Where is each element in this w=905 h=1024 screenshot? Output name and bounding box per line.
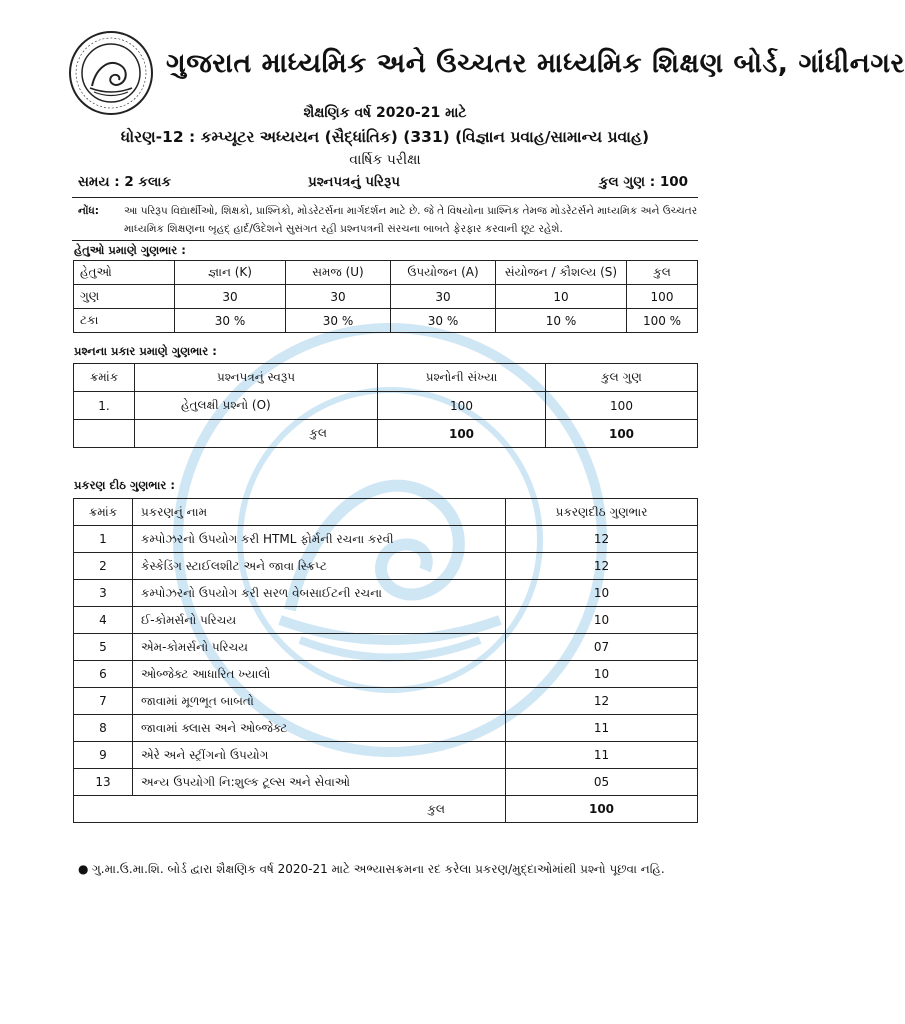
table-cell: 30 % <box>286 309 391 333</box>
note-text: આ પરિરૂપ વિદ્યાર્થીઓ, શિક્ષકો, પ્રાશ્નિકો, મોડરેટર્સના માર્ગદર્શન માટે છે. જે તે વિષયોના પ્રાશ્નિક તેમજ મોડરેટર્સને માધ્યમિક અને ઉચ્ચતર માધ્યમિક શિક્ષણના બૃહદ્ હાર્દ/ઉદેશને સુસંગત રહી પ્રશ્નપત્રની સંરચના બાબતે ફેરફાર કરવાની છૂટ રહેશે. <box>124 205 698 235</box>
board-name: ગુજરાત માધ્યમિક અને ઉચ્ચતર માધ્યમિક શિક્ષણ બોર્ડ, ગાંધીનગર <box>166 48 905 79</box>
table-cell: 100 <box>378 392 546 420</box>
board-seal-logo <box>68 30 154 116</box>
table-cell: 10 <box>506 607 698 634</box>
table-cell: 7 <box>74 688 133 715</box>
table-cell: જાવામાં ક્લાસ અને ઓબ્જેક્ટ <box>133 715 506 742</box>
table-cell: 5 <box>74 634 133 661</box>
chapters-title: પ્રકરણ દીઠ ગુણભાર : <box>74 478 175 492</box>
table-cell: 100 <box>627 285 698 309</box>
table-cell: 1. <box>74 392 135 420</box>
table-row <box>74 285 698 309</box>
table-cell: ઈ-કોમર્સનો પરિચય <box>133 607 506 634</box>
table-cell: કુલ <box>74 796 506 823</box>
table-row <box>74 309 698 333</box>
table-cell: 100 <box>546 392 698 420</box>
table-header-cell: કુલ ગુણ <box>546 364 698 392</box>
paper-title: પ્રશ્નપત્રનું પરિરૂપ <box>308 174 400 190</box>
note-label: નોંધ: <box>78 205 99 217</box>
table-cell: 11 <box>506 742 698 769</box>
table-cell: કુલ <box>135 420 378 448</box>
table-cell: કમ્પોઝરનો ઉપયોગ કરી સરળ વેબસાઈટની રચના <box>133 580 506 607</box>
table-header-cell: કુલ <box>627 261 698 285</box>
table-cell: ટકા <box>74 309 175 333</box>
table-cell: ગુણ <box>74 285 175 309</box>
table-row <box>74 742 698 769</box>
table-row <box>74 392 698 420</box>
exam-time: સમય : 2 કલાક <box>78 174 171 190</box>
question-types-table <box>73 363 698 448</box>
table-cell: જાવામાં મૂળભૂત બાબતો <box>133 688 506 715</box>
table-cell: 10 <box>496 285 627 309</box>
academic-year: શૈક્ષણિક વર્ષ 2020-21 માટે <box>303 105 467 121</box>
table-cell: 100 <box>378 420 546 448</box>
table-row <box>74 769 698 796</box>
table-header-cell: સમજ (U) <box>286 261 391 285</box>
table-row <box>74 661 698 688</box>
table-cell: 30 % <box>391 309 496 333</box>
table-cell: 30 <box>286 285 391 309</box>
table-cell: 4 <box>74 607 133 634</box>
exam-meta-row <box>78 174 688 194</box>
objectives-table <box>73 260 698 333</box>
table-cell: ઓબ્જેક્ટ આધારિત ખ્યાલો <box>133 661 506 688</box>
table-cell: 13 <box>74 769 133 796</box>
table-row <box>74 526 698 553</box>
table-header-cell: જ્ઞાન (K) <box>175 261 286 285</box>
table-cell: 100 <box>546 420 698 448</box>
bullet-icon: ● <box>78 862 89 876</box>
table-row <box>74 715 698 742</box>
table-cell <box>74 420 135 448</box>
table-cell: 30 % <box>175 309 286 333</box>
table-cell: કમ્પોઝરનો ઉપયોગ કરી HTML ફોર્મની રચના કરવી <box>133 526 506 553</box>
table-row <box>74 607 698 634</box>
table-cell: 12 <box>506 688 698 715</box>
chapters-table <box>73 498 698 823</box>
table-cell: 100 <box>506 796 698 823</box>
objectives-title: હેતુઓ પ્રમાણે ગુણભાર : <box>74 243 186 257</box>
table-cell: એમ-કોમર્સનો પરિચય <box>133 634 506 661</box>
table-cell: કેસ્કેડિંગ સ્ટાઈલશીટ અને જાવા સ્ક્રિપ્ટ <box>133 553 506 580</box>
table-header-cell: સંયોજન / કૌશલ્ય (S) <box>496 261 627 285</box>
table-cell: 1 <box>74 526 133 553</box>
table-header-row <box>74 499 698 526</box>
table-total-row <box>74 420 698 448</box>
table-cell: એરે અને સ્ટ્રીંગનો ઉપયોગ <box>133 742 506 769</box>
table-header-cell: ક્રમાંક <box>74 364 135 392</box>
table-header-cell: ક્રમાંક <box>74 499 133 526</box>
table-cell: 05 <box>506 769 698 796</box>
table-cell: 07 <box>506 634 698 661</box>
exam-name: વાર્ષિક પરીક્ષા <box>349 152 421 168</box>
table-cell: 11 <box>506 715 698 742</box>
table-cell: 6 <box>74 661 133 688</box>
table-header-cell: પ્રશ્નોની સંખ્યા <box>378 364 546 392</box>
table-header-row <box>74 261 698 285</box>
table-cell: 9 <box>74 742 133 769</box>
table-cell: 8 <box>74 715 133 742</box>
table-header-row <box>74 364 698 392</box>
divider-note <box>72 240 698 241</box>
table-row <box>74 688 698 715</box>
table-header-cell: પ્રશ્નપત્રનું સ્વરૂપ <box>135 364 378 392</box>
divider-top <box>72 197 698 198</box>
table-row <box>74 580 698 607</box>
footer-note-text: ગુ.મા.ઉ.મા.શિ. બોર્ડ દ્વારા શૈક્ષણિક વર્ષ 2020-21 માટે અભ્યાસક્રમના રદ કરેલા પ્રકરણ/મુદ્દાઓમાંથી પ્રશ્નો પૂછવા નહિ. <box>92 862 665 876</box>
table-cell: હેતુલક્ષી પ્રશ્નો (O) <box>135 392 378 420</box>
table-cell: 10 <box>506 580 698 607</box>
table-cell: 10 % <box>496 309 627 333</box>
table-header-cell: ઉપયોજન (A) <box>391 261 496 285</box>
table-cell: 30 <box>175 285 286 309</box>
table-header-cell: પ્રકરણનું નામ <box>133 499 506 526</box>
table-cell: 12 <box>506 553 698 580</box>
table-header-cell: હેતુઓ <box>74 261 175 285</box>
subject-line: ધોરણ-12 : કમ્પ્યૂટર અધ્યયન (સૈદ્ધાંતિક) (331) (વિજ્ઞાન પ્રવાહ/સામાન્ય પ્રવાહ) <box>120 128 650 146</box>
table-cell: 12 <box>506 526 698 553</box>
table-row <box>74 634 698 661</box>
table-header-cell: પ્રકરણદીઠ ગુણભાર <box>506 499 698 526</box>
table-cell: 10 <box>506 661 698 688</box>
table-cell: 2 <box>74 553 133 580</box>
question-types-title: પ્રશ્નના પ્રકાર પ્રમાણે ગુણભાર : <box>74 344 217 358</box>
table-row <box>74 553 698 580</box>
table-cell: 3 <box>74 580 133 607</box>
table-cell: 100 % <box>627 309 698 333</box>
table-cell: 30 <box>391 285 496 309</box>
total-marks: કુલ ગુણ : 100 <box>598 174 688 190</box>
table-cell: અન્ય ઉપયોગી નિ:શુલ્ક ટૂલ્સ અને સેવાઓ <box>133 769 506 796</box>
table-total-row <box>74 796 698 823</box>
